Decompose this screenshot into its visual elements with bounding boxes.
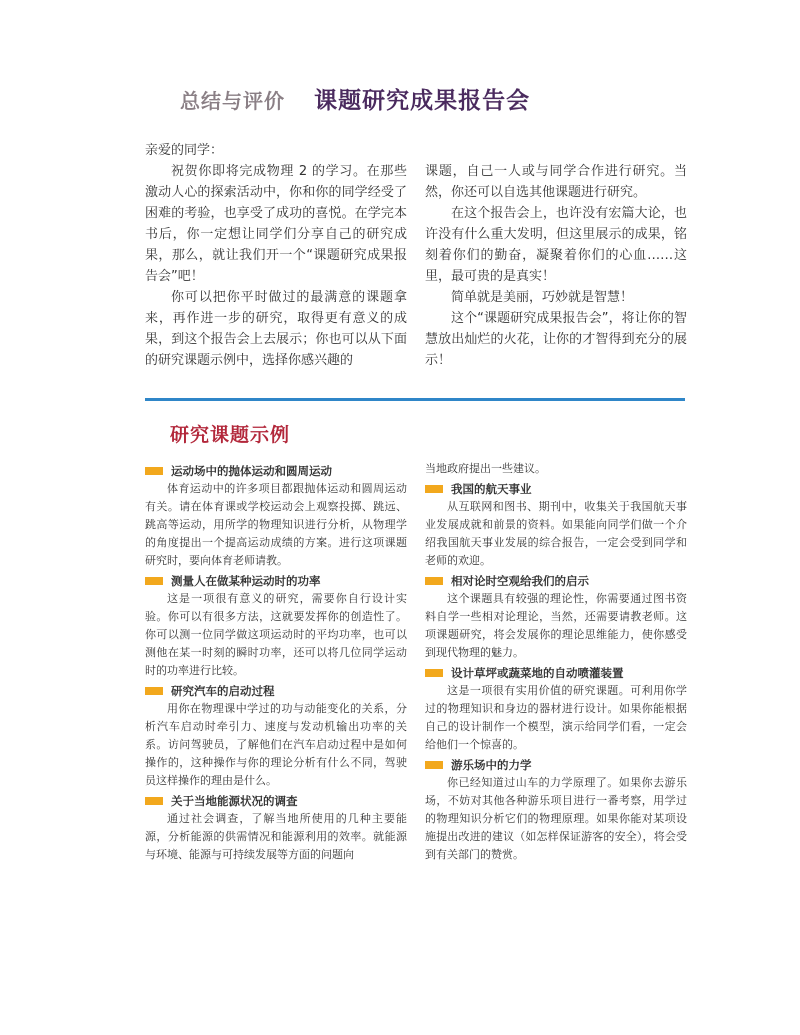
letter-column-right <box>425 161 687 371</box>
letter-paragraph: 你可以把你平时做过的最满意的课题拿来，再作进一步的研究，取得更有意义的成果，到这个报告会上去展示；你也可以从下面的研究课题示例中，选择你感兴趣的 <box>145 290 407 368</box>
topic-item <box>425 460 687 478</box>
topic-title: 研究汽车的启动过程 <box>171 684 275 698</box>
page-title <box>180 82 530 115</box>
topic-item <box>425 756 687 864</box>
bullet-marker-icon <box>145 467 163 475</box>
letter-paragraph: 在这个报告会上，也许没有宏篇大论，也许没有什么重大发明，但这里展示的成果，铭刻着你们的勤奋，凝聚着你们的心血……这里，最可贵的是真实！ <box>425 206 687 284</box>
topic-item <box>425 572 687 662</box>
topic-body: 从互联网和图书、期刊中，收集关于我国航天事业发展成就和前景的资料。如果能向同学们做一个介绍我国航天事业发展的综合报告，一定会受到同学和老师的欢迎。 <box>425 500 687 567</box>
letter-paragraph: 课题，自己一人或与同学合作进行研究。当然，你还可以自选其他课题进行研究。 <box>425 164 687 200</box>
letter-paragraph: 简单就是美丽，巧妙就是智慧！ <box>451 290 634 305</box>
section-label: 总结与评价 <box>180 89 285 113</box>
section-heading: 研究课题示例 <box>170 424 291 446</box>
topic-title: 关于当地能源状况的调查 <box>171 794 298 808</box>
report-title: 课题研究成果报告会 <box>314 87 531 114</box>
topic-title: 游乐场中的力学 <box>451 758 532 772</box>
topic-body: 这是一项很有实用价值的研究课题。可利用你学过的物理知识和身边的器材进行设计。如果你能根据自己的设计制作一个模型，演示给同学们看，一定会给他们一个惊喜的。 <box>425 684 687 751</box>
bullet-marker-icon <box>145 577 163 585</box>
topic-body-continued: 当地政府提出一些建议。 <box>425 462 546 475</box>
topic-heading <box>425 480 687 498</box>
topic-title: 我国的航天事业 <box>451 482 532 496</box>
topic-heading <box>425 756 687 774</box>
topic-item <box>145 792 407 864</box>
bullet-marker-icon <box>425 669 443 677</box>
letter-block <box>145 140 685 380</box>
bullet-marker-icon <box>425 761 443 769</box>
topic-item <box>425 480 687 570</box>
topic-heading <box>145 572 407 590</box>
topic-body: 用你在物理课中学过的功与动能变化的关系，分析汽车启动时牵引力、速度与发动机输出功率的关系。访问驾驶员，了解他们在汽车启动过程中是如何操作的，这种操作与你的理论分析有什么不同，驾驶员这样操作的理由是什么。 <box>145 702 407 787</box>
topic-body: 这是一项很有意义的研究，需要你自行设计实验。你可以有很多方法，这就要发挥你的创造性了。你可以测一位同学做这项运动时的平均功率，也可以测他在某一时刻的瞬时功率，还可以将几位同学运动时的功率进行比较。 <box>145 592 407 677</box>
topic-heading <box>145 792 407 810</box>
topic-body: 通过社会调查，了解当地所使用的几种主要能源，分析能源的供需情况和能源利用的效率。就能源与环境、能源与可持续发展等方面的问题向 <box>145 812 407 861</box>
bullet-marker-icon <box>425 577 443 585</box>
topic-title: 测量人在做某种运动时的功率 <box>171 574 321 588</box>
greeting: 亲爱的同学： <box>145 143 224 158</box>
topic-item <box>145 572 407 680</box>
letter-column-left <box>145 161 407 371</box>
topics-column-left <box>145 460 407 864</box>
topic-heading <box>425 572 687 590</box>
topic-heading <box>425 664 687 682</box>
topic-item <box>145 682 407 790</box>
topics-column-right <box>425 460 687 864</box>
topic-title: 设计草坪或蔬菜地的自动喷灌装置 <box>451 666 624 680</box>
topic-heading <box>145 462 407 480</box>
topic-body: 体育运动中的许多项目都跟抛体运动和圆周运动有关。请在体育课或学校运动会上观察投掷、跳远、跳高等运动，用所学的物理知识进行分析，从物理学的角度提出一个提高运动成绩的方案。进行这项课题研究时，要向体育老师请教。 <box>145 482 407 567</box>
topic-body: 这个课题具有较强的理论性，你需要通过图书资料自学一些相对论理论，当然，还需要请教老师。这项课题研究，将会发展你的理论思维能力，使你感受到现代物理的魅力。 <box>425 592 687 659</box>
bullet-marker-icon <box>145 797 163 805</box>
letter-paragraph: 这个“课题研究成果报告会”，将让你的智慧放出灿烂的火花，让你的才智得到充分的展示！ <box>425 311 687 368</box>
topic-item <box>145 462 407 570</box>
topic-item <box>425 664 687 754</box>
topic-title: 相对论时空观给我们的启示 <box>451 574 589 588</box>
topic-body: 你已经知道过山车的力学原理了。如果你去游乐场，不妨对其他各种游乐项目进行一番考察，用学过的物理知识分析它们的物理原理。如果你能对某项设施提出改进的建议（如怎样保证游客的安全），将会受到有关部门的赞赏。 <box>425 776 687 861</box>
divider-rule <box>145 398 685 401</box>
letter-paragraph: 祝贺你即将完成物理 2 的学习。在那些激动人心的探索活动中，你和你的同学经受了困难的考验，也享受了成功的喜悦。在学完本书后，你一定想让同学们分享自己的研究成果，那么，就让我们开一个“课题研究成果报告会”吧！ <box>145 164 407 284</box>
bullet-marker-icon <box>145 687 163 695</box>
topic-heading <box>145 682 407 700</box>
bullet-marker-icon <box>425 485 443 493</box>
topic-title: 运动场中的抛体运动和圆周运动 <box>171 464 332 478</box>
